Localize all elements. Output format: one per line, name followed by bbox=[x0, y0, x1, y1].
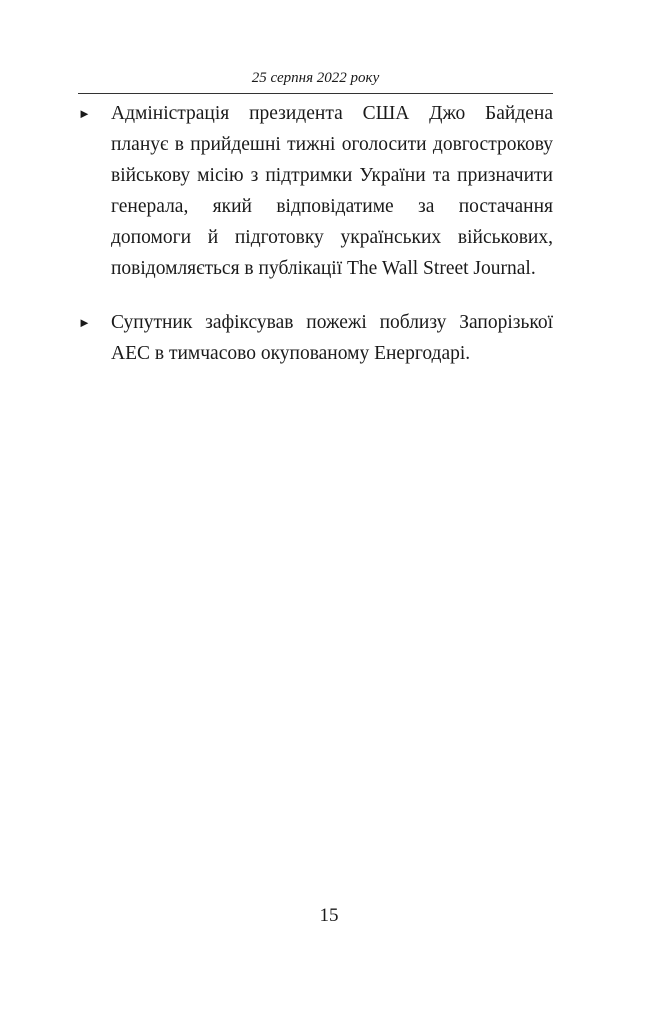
news-entries bbox=[78, 98, 553, 392]
news-entry-2 bbox=[78, 307, 553, 369]
news-entry-text: Адміністрація президента США Джо Байдена планує в прийдешні тижні оголосити довгострокову військову місію з підтримки України та призначити генерала, який відповідатиме за постачання допомоги й підготовку українських військових, повідомляється в публікації The Wall Street Journal. bbox=[111, 103, 553, 279]
news-entry-text: Супутник зафіксував пожежі поблизу Запорізької АЕС в тимчасово окупованому Енергодарі. bbox=[111, 312, 553, 364]
triangle-bullet-icon: ► bbox=[78, 106, 91, 121]
header-divider bbox=[78, 93, 553, 94]
news-entry-1 bbox=[78, 98, 553, 284]
triangle-bullet-icon: ► bbox=[78, 315, 91, 330]
page-number: 15 bbox=[319, 905, 339, 926]
running-header-date: 25 серпня 2022 року bbox=[251, 70, 380, 86]
